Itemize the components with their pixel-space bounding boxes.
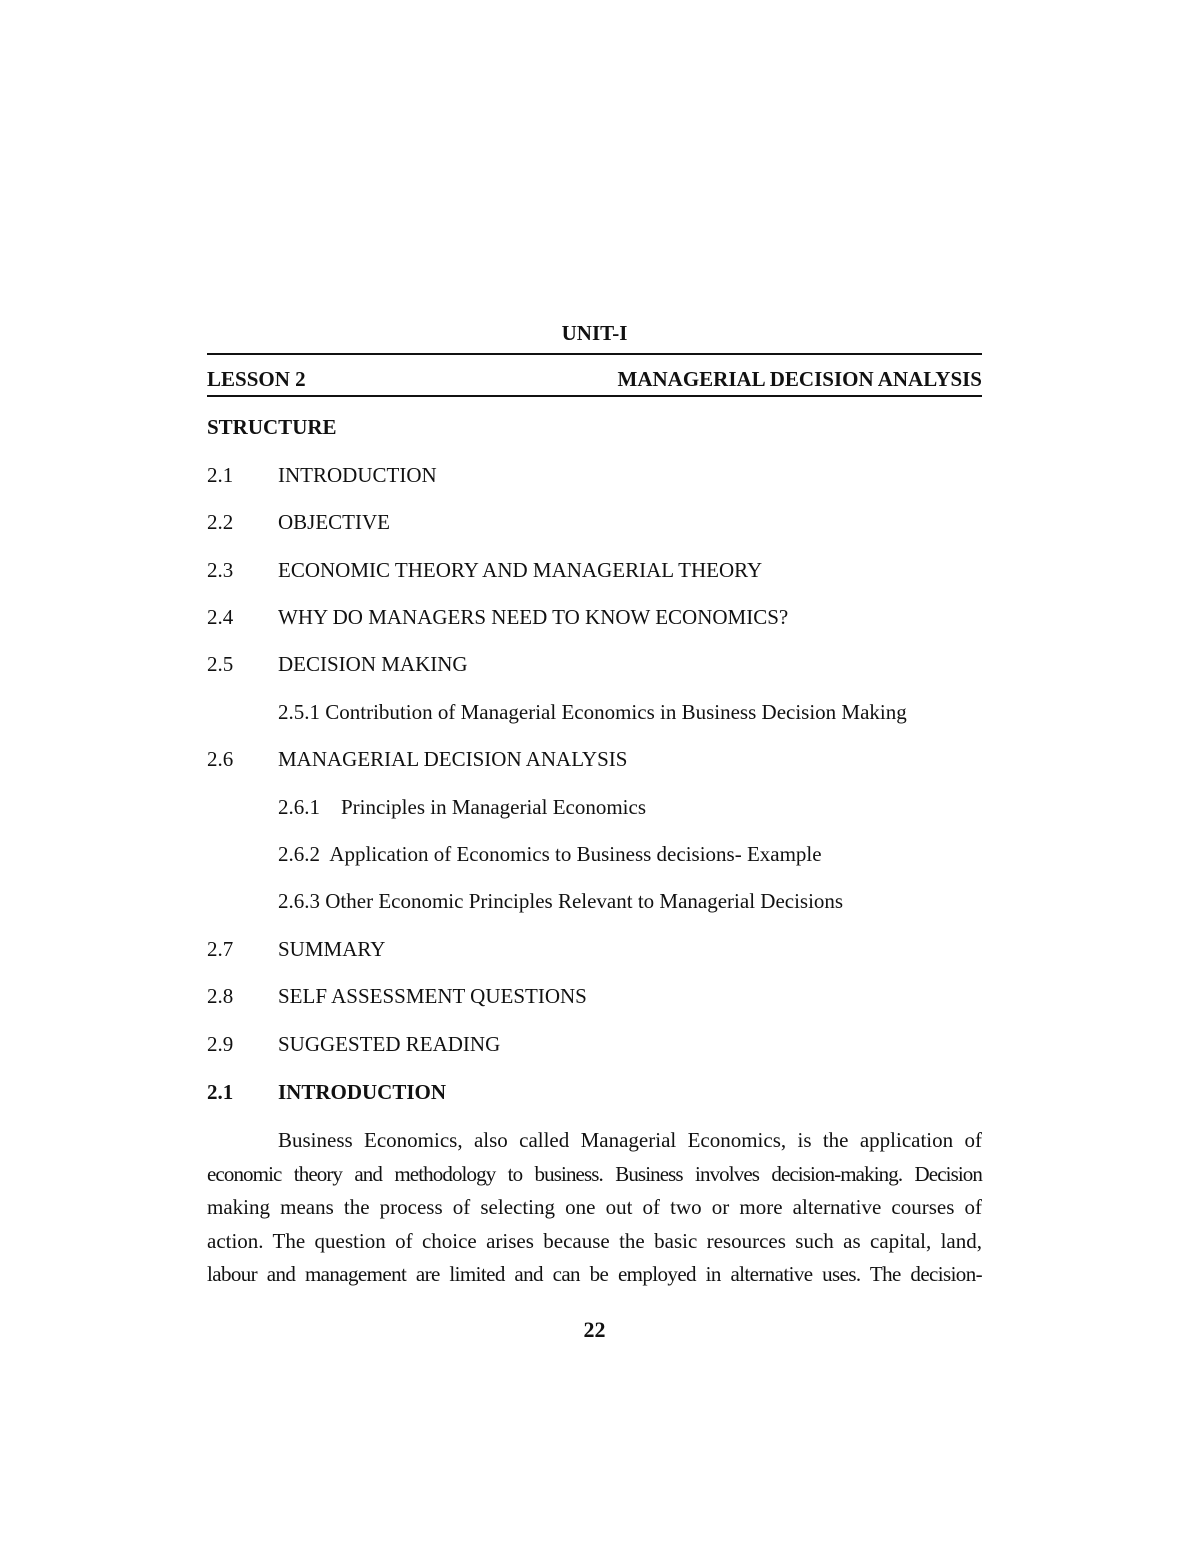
toc-item-title: SELF ASSESSMENT QUESTIONS	[278, 984, 587, 1008]
toc-item	[207, 1031, 982, 1057]
toc-item	[207, 746, 982, 772]
section-number: 2.1	[207, 1080, 234, 1104]
toc-item-number: 2.2	[207, 510, 234, 534]
body-line: economic theory and methodology to business. Business involves decision-making. Decision	[207, 1161, 982, 1186]
toc-item-number: 2.9	[207, 1032, 234, 1056]
toc-item	[207, 604, 982, 630]
lesson-number: LESSON 2	[207, 367, 306, 391]
toc-subitem	[207, 888, 982, 914]
toc-item-title: SUMMARY	[278, 937, 386, 961]
toc-item-title: WHY DO MANAGERS NEED TO KNOW ECONOMICS?	[278, 605, 789, 629]
toc-item-number: 2.3	[207, 558, 234, 582]
toc-item	[207, 557, 982, 583]
toc-item-title: OBJECTIVE	[278, 510, 390, 534]
toc-item	[207, 651, 982, 677]
toc-subitem	[207, 841, 982, 867]
header-top-rule	[207, 353, 982, 355]
toc-subitem-title: 2.6.1 Principles in Managerial Economics	[278, 795, 647, 819]
toc-item-title: DECISION MAKING	[278, 652, 468, 676]
toc-item-number: 2.1	[207, 463, 234, 487]
toc-item	[207, 509, 982, 535]
toc-item-number: 2.7	[207, 937, 234, 961]
toc-subitem-title: 2.6.3 Other Economic Principles Relevant to Managerial Decisions	[278, 889, 844, 913]
body-line: making means the process of selecting one out of two or more alternative courses of	[207, 1195, 982, 1219]
toc-item-title: ECONOMIC THEORY AND MANAGERIAL THEORY	[278, 558, 763, 582]
toc-item-title: SUGGESTED READING	[278, 1032, 501, 1056]
header-bottom-rule	[207, 395, 982, 397]
section-title: INTRODUCTION	[278, 1080, 447, 1104]
toc-item-title: MANAGERIAL DECISION ANALYSIS	[278, 747, 628, 771]
toc-item	[207, 936, 982, 962]
toc-subitem-title: 2.6.2 Application of Economics to Business decisions- Example	[278, 842, 822, 866]
toc-subitem	[207, 794, 982, 820]
lesson-header	[207, 366, 982, 392]
toc-item-title: INTRODUCTION	[278, 463, 437, 487]
body-line: Business Economics, also called Managerial Economics, is the application of	[278, 1128, 982, 1152]
structure-heading: STRUCTURE	[207, 415, 337, 439]
body-paragraph	[207, 1124, 982, 1292]
body-line: labour and management are limited and can be employed in alternative uses. The decision-	[207, 1262, 982, 1286]
toc-item-number: 2.4	[207, 605, 234, 629]
toc-item	[207, 462, 982, 488]
toc-item-number: 2.5	[207, 652, 234, 676]
unit-title: UNIT-I	[561, 321, 628, 345]
toc-item-number: 2.8	[207, 984, 234, 1008]
toc-subitem-title: 2.5.1 Contribution of Managerial Economics in Business Decision Making	[278, 700, 907, 724]
page-number: 22	[583, 1317, 606, 1342]
toc-subitem	[207, 699, 982, 725]
body-line: action. The question of choice arises because the basic resources such as capital, land,	[207, 1228, 982, 1253]
toc-item	[207, 983, 982, 1009]
lesson-title: MANAGERIAL DECISION ANALYSIS	[617, 367, 982, 391]
toc-item-number: 2.6	[207, 747, 234, 771]
